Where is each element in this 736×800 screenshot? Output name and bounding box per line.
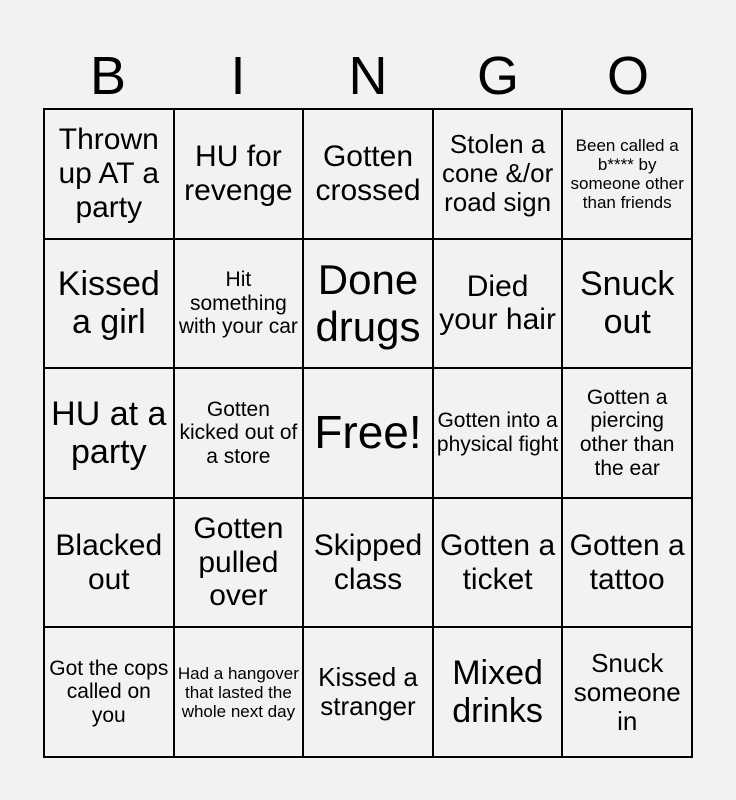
bingo-cell-3-5[interactable]: Gotten a piercing other than the ear [562,368,692,498]
bingo-cell-5-4[interactable]: Mixed drinks [433,627,563,757]
bingo-cell-2-3[interactable]: Done drugs [303,239,433,369]
bingo-cell-4-5[interactable]: Gotten a tattoo [562,498,692,628]
bingo-cell-3-4[interactable]: Gotten into a physical fight [433,368,563,498]
bingo-cell-4-3[interactable]: Skipped class [303,498,433,628]
bingo-cell-5-1[interactable]: Got the cops called on you [44,627,174,757]
bingo-cell-2-5[interactable]: Snuck out [562,239,692,369]
bingo-cell-1-4[interactable]: Stolen a cone &/or road sign [433,109,563,239]
bingo-cell-1-2[interactable]: HU for revenge [174,109,304,239]
bingo-header [43,44,693,108]
header-letter-b: B [89,46,127,106]
bingo-cell-1-1[interactable]: Thrown up AT a party [44,109,174,239]
bingo-cell-2-4[interactable]: Died your hair [433,239,563,369]
bingo-cell-3-1[interactable]: HU at a party [44,368,174,498]
header-letter-g: G [476,46,519,106]
bingo-cell-5-3[interactable]: Kissed a stranger [303,627,433,757]
header-letter-n: N [348,46,388,106]
header-letter-i: I [230,46,246,106]
bingo-cell-2-1[interactable]: Kissed a girl [44,239,174,369]
bingo-grid [43,108,693,758]
bingo-cell-4-1[interactable]: Blacked out [44,498,174,628]
bingo-cell-5-5[interactable]: Snuck someone in [562,627,692,757]
header-letter-o: O [606,46,649,106]
bingo-cell-4-4[interactable]: Gotten a ticket [433,498,563,628]
bingo-cell-2-2[interactable]: Hit something with your car [174,239,304,369]
bingo-cell-1-5[interactable]: Been called a b**** by someone other than friends [562,109,692,239]
bingo-cell-4-2[interactable]: Gotten pulled over [174,498,304,628]
bingo-cell-3-2[interactable]: Gotten kicked out of a store [174,368,304,498]
bingo-cell-3-3-free-space[interactable]: Free! [303,368,433,498]
bingo-cell-1-3[interactable]: Gotten crossed [303,109,433,239]
bingo-cell-5-2[interactable]: Had a hangover that lasted the whole next day [174,627,304,757]
